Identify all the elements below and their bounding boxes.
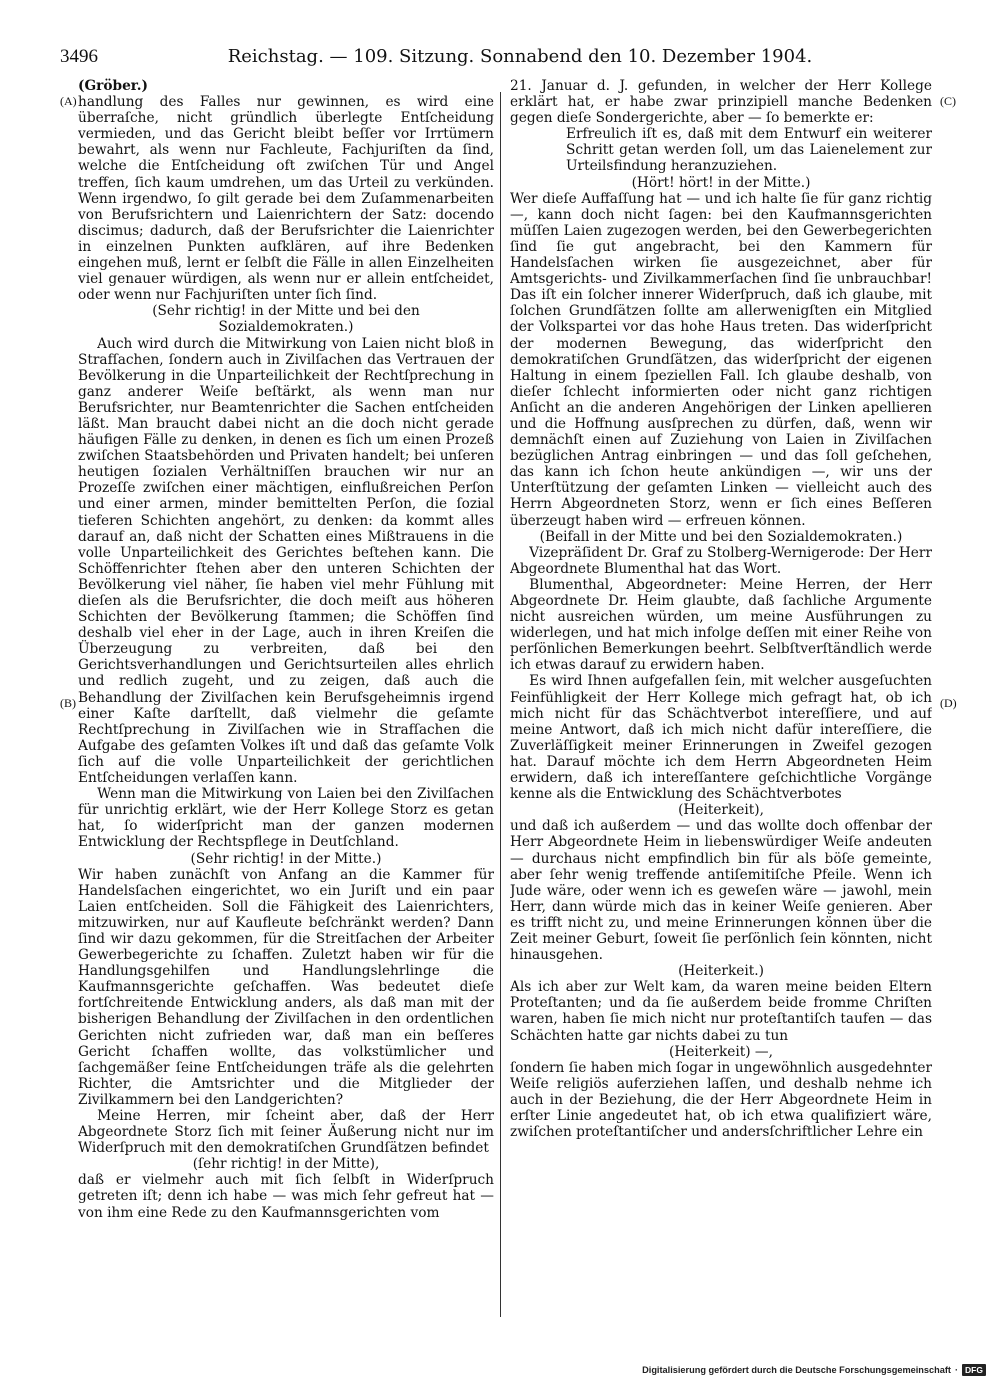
credit-text: Digitalisierung gefördert durch die Deutsche Forschungsgemeinschaft	[642, 1365, 951, 1375]
paragraph: Wer dieſe Auffaſſung hat — und ich halte ſie für ganz richtig —, kann doch nicht ſagen: bei den Kaufmannsgerichten müſſen Laien zugezogen werden, bei den Gewerbegerichten ſind ſie gut angebracht, bei den Kammern für Handelsſachen wirken ſie ausgezeichnet, aber für Amtsgerichts- und Zivilkammerſachen ſind ſie unbrauchbar! Das iſt ein ſolcher innerer Widerſpruch, daß ich glaube, mit ſolchen Grundſätzen ſollte am allerwenigſten ein Mitglied der Volkspartei vor das hohe Haus treten. Das widerſpricht der modernen Bewegung, das widerſpricht den demokratiſchen Grundſätzen, das widerſpricht der eigenen Haltung in einem ſpeziellen Fall. Ich glaube deshalb, von dieſer ſchlecht informierten oder nicht ganz richtigen Anſicht an die anderen Angehörigen der Linken apellieren und die Hoffnung ausſprechen zu dürfen, daß, wenn wir demnächſt einen auf Zuziehung von Laien in Zivilſachen bezüglichen Antrag einbringen — und das ſoll geſchehen, das kann ich ſchon heute ankündigen —, wir uns der Unterſtützung der geſamten Linken — vielleicht auch des Herrn Abgeordneten Storz, wenn er ſich eines Beſſeren überzeugt haben wird — erfreuen können.	[510, 190, 932, 529]
dfg-logo-mark: ·	[954, 1365, 959, 1375]
paragraph: Wir haben zunächſt von Anfang an die Kammer für Handelsſachen eingerichtet, wo ein Juriſt und ein paar Laien entſcheiden. Soll die Fähigkeit des Laienrichters, mitzuwirken, nur auf Kaufleute beſchränkt werden? Dann ſind wir dazu gekommen, für die Streitſachen der Arbeiter Gewerbegerichte zu ſchaffen. Zuletzt haben wir für die Handlungsgehilfen und Handlungslehrlinge die Kaufmannsgerichte geſchaffen. Was bedeutet dieſe fortſchreitende Entwicklung anders, als daß man mit der bisherigen Behandlung der Zivilſachen in den ordentlichen Gerichten nicht zufrieden war, daß man ein beſſeres Gericht ſchaffen wollte, das volkstümlicher und ſachgemäßer ſeine Entſcheidungen träfe als die gelehrten Richter, die Amtsrichter und die Mitglieder der Zivilkammern bei den Landgerichten?	[78, 866, 494, 1108]
chair-announcement: Vizepräſident Dr. Graf zu Stolberg-Wernigerode: Der Herr Abgeordnete Blumenthal hat das Wort.	[510, 544, 932, 577]
quotation: Erfreulich iſt es, daß mit dem Entwurf ein weiterer Schritt getan werden ſoll, um das Laienelement zur Urteilsfindung heranzuziehen.	[566, 126, 932, 175]
column-divider	[500, 92, 501, 1317]
interjection: (Beifall in der Mitte und bei den Sozialdemokraten.)	[539, 528, 903, 545]
paragraph: Meine Herren, mir ſcheint aber, daß der Herr Abgeordnete Storz ſich mit ſeiner Äußerung nicht nur im Widerſpruch mit den demokratiſchen Grundſätzen befindet	[78, 1108, 494, 1157]
interjection: (Heiterkeit.)	[678, 963, 764, 980]
interjection: (Sehr richtig! in der Mitte.)	[190, 850, 382, 867]
paragraph: 21. Januar d. J. gefunden, in welcher der Herr Kollege erklärt hat, er habe zwar prinzipiell manche Bedenken gegen dieſe Sondergerichte, aber — ſo bemerkte er:	[510, 78, 932, 127]
running-title: Reichstag. — 109. Sitzung. Sonnabend den 10. Dezember 1904.	[227, 46, 813, 67]
paragraph: daß er vielmehr auch mit ſich ſelbſt in Widerſpruch getreten iſt; denn ich habe — was mich ſehr gefreut hat — von ihm eine Rede zu den Kaufmannsgerichten vom	[78, 1172, 494, 1221]
page-number: 3496	[60, 46, 98, 67]
left-column	[78, 78, 494, 1221]
interjection: (Heiterkeit),	[678, 802, 764, 819]
margin-mark-a: (A)	[60, 94, 77, 108]
margin-mark-b: (B)	[60, 696, 76, 710]
right-column	[510, 78, 932, 1140]
interjection: (ſehr richtig! in der Mitte),	[192, 1156, 380, 1173]
page-header	[60, 44, 940, 70]
speech-start: Blumenthal, Abgeordneter: Meine Herren, der Herr Abgeordnete Dr. Heim glaubte, daß ſachliche Argumente nicht ausreichen würden, um meine Ausführungen zu widerlegen, und hat mich infolge deſſen mit einer Reihe von perſönlichen Bemerkungen beehrt. Selbſtverſtändlich werde ich etwas darauf zu erwidern haben.	[510, 576, 932, 674]
paragraph: und daß ich außerdem — und das wollte doch offenbar der Herr Abgeordnete Heim in liebenswürdiger Weiſe andeuten — durchaus nicht empfindlich bin für als böſe gemeinte, aber ſehr wenig treffende antiſemitiſche Pfeile. Wenn ich Jude wäre, oder wenn ich es geweſen wäre — jawohl, mein Herr, dann würde mich das in keiner Weiſe genieren. Aber es trifft nicht zu, und meine Erinnerungen können über die Zeit meiner Geburt, ſoweit ſie perſönlich ſein könnten, nicht hinausgehen.	[510, 818, 932, 964]
paragraph: Es wird Ihnen aufgefallen ſein, mit welcher ausgeſuchten Feinfühligkeit der Herr Kollege mich gefragt hat, ob ich mich nicht für das Schächtverbot intereſſiere, und auf meine Antwort, daß ich mich nicht dafür intereſſiere, die Zuverläſſigkeit meiner Erinnerungen in Zweifel gezogen hat. Darauf möchte ich dem Herrn Abgeordneten Heim erwidern, daß ich intereſſantere geſchichtliche Vorgänge kenne als die Entwicklung des Schächtverbotes	[510, 673, 932, 803]
interjection: (Hört! hört! in der Mitte.)	[631, 174, 811, 191]
speaker-tag: (Gröber.)	[78, 78, 148, 94]
interjection: (Heiterkeit) —,	[669, 1043, 773, 1060]
margin-mark-d: (D)	[940, 696, 957, 710]
paragraph: handlung des Falles nur gewinnen, es wird eine überraſche, nicht gründlich überlegte Entſcheidung vermieden, und das Gericht bleibt beſſer vor Irrtümern bewahrt, als wenn nur Fachleute, Fachjuriſten da ſind, welche die Entſcheidung oft zwiſchen Tür und Angel treffen, ſich kaum umdrehen, um das Urteil zu verkünden. Wenn irgendwo, ſo gilt gerade bei dem Zuſammenarbeiten von Berufsrichtern und Laienrichtern der Satz: docendo discimus; dadurch, daß der Berufsrichter die Laienrichter in einzelnen Punkten aufklären, auf ihre Bedenken eingehen muß, lernt er ſelbſt die Fälle in allen Einzelheiten viel genauer würdigen, als wenn nur er allein entſcheidet, oder wenn nur Fachjuriſten unter ſich ſind.	[78, 94, 494, 304]
paragraph: Als ich aber zur Welt kam, da waren meine beiden Eltern Proteſtanten; und da ſie außerdem beide fromme Chriſten waren, haben ſie mich nicht nur proteſtantiſch taufen — das Schächten hatte gar nichts dabei zu tun	[510, 979, 932, 1044]
paragraph: Auch wird durch die Mitwirkung von Laien nicht bloß in Strafſachen, ſondern auch in Zivilſachen das Vertrauen der Bevölkerung in die Unparteilichkeit der Rechtſprechung in ganz anderer Weiſe beſtärkt, als wenn man nur Berufsrichter, nur Beamtenrichter die Sachen entſcheiden läßt. Man braucht dabei nicht an die doch nicht gerade häufigen Fälle zu denken, in denen es ſich um einen Prozeß zwiſchen Staatsbehörden und Privaten handelt; bei unſeren heutigen ſozialen Verhältniſſen brauchen wir nur an Prozeſſe zwiſchen einer mächtigen, einflußreichen Perſon und einer armen, minder bemittelten Perſon, die ſozial tieferen Schichten angehört, zu denken: da kommt alles darauf an, daß nicht der Schatten eines Mißtrauens in die volle Unparteilichkeit des Gerichtes beſtehen kann. Die Schöffenrichter ſtehen aber den unteren Schichten der Bevölkerung viel näher, ſie haben viel mehr Fühlung mit dieſen als die Berufsrichter, die doch meiſt aus höheren Schichten der Bevölkerung ſtammen; die Schöffen ſind deshalb viel eher in der Lage, auch in ihren Kreiſen die Überzeugung zu verbreiten, daß bei den Gerichtsverhandlungen und Gerichtsurteilen alles ehrlich und redlich zugeht, und zu zeigen, daß auch die Behandlung der Zivilſachen kein Berufsgeheimnis irgend einer Kaſte darſtellt, daß vielmehr die geſamte Rechtſprechung in Zivilſachen wie in Strafſachen die Aufgabe des geſamten Volkes iſt und daß das geſamte Volk ſich auf die volle Unparteilichkeit der gerichtlichen Entſcheidungen verlaſſen kann.	[78, 335, 494, 787]
interjection: (Sehr richtig! in der Mitte und bei den Sozialdemokraten.)	[152, 303, 420, 336]
dfg-logo: DFG	[962, 1364, 986, 1376]
digitization-credit	[642, 1364, 986, 1376]
paragraph: ſondern ſie haben mich ſogar in ungewöhnlich ausgedehnter Weiſe religiös auferziehen laſſen, und deshalb nehme ich auch in der Beziehung, die der Herr Abgeordnete Heim in erſter Linie angedeutet hat, ob ich etwa qualifiziert wäre, zwiſchen proteſtantiſcher und andersſchriftlicher Lehre ein	[510, 1059, 932, 1141]
margin-mark-c: (C)	[940, 94, 956, 108]
paragraph: Wenn man die Mitwirkung von Laien bei den Zivilſachen für unrichtig erklärt, wie der Herr Kollege Storz es getan hat, ſo widerſpricht man der ganzen modernen Entwicklung der Rechtspflege in Deutſchland.	[78, 786, 494, 851]
